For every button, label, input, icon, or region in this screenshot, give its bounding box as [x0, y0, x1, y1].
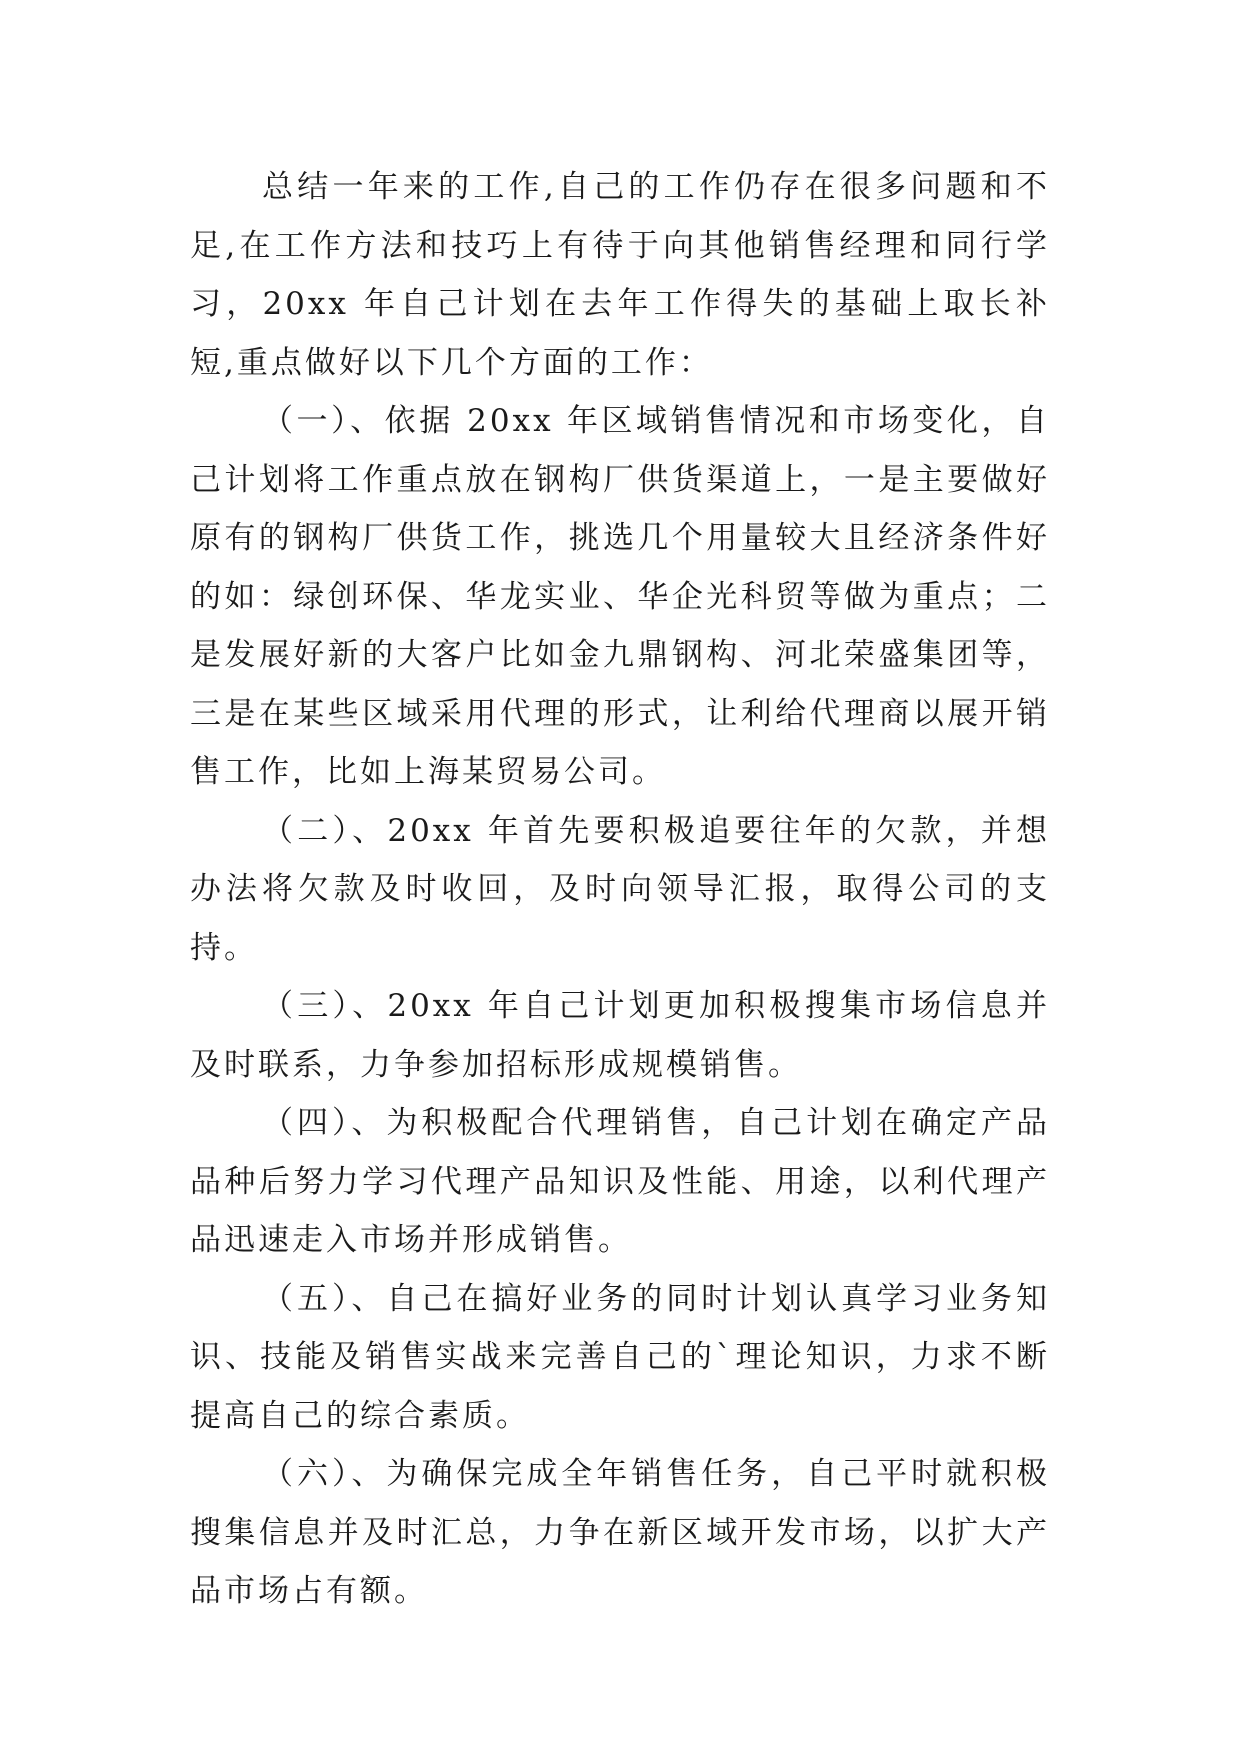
paragraph-item-5: （五）、自己在搞好业务的同时计划认真学习业务知识、技能及销售实战来完善自己的`理论知识，力求不断提高自己的综合素质。	[190, 1280, 1050, 1434]
paragraph-item-4: （四）、为积极配合代理销售，自己计划在确定产品品种后努力学习代理产品知识及性能、用途，以利代理产品迅速走入市场并形成销售。	[190, 1105, 1050, 1258]
document-body	[190, 158, 1050, 1621]
paragraph-item-6: （六）、为确保完成全年销售任务，自己平时就积极搜集信息并及时汇总，力争在新区域开发市场，以扩大产品市场占有额。	[190, 1456, 1050, 1609]
paragraph-item-3: （三）、20xx 年自己计划更加积极搜集市场信息并及时联系，力争参加招标形成规模销售。	[190, 988, 1050, 1083]
paragraph-item-1: （一）、依据 20xx 年区域销售情况和市场变化，自己计划将工作重点放在钢构厂供货渠道上，一是主要做好原有的钢构厂供货工作，挑选几个用量较大且经济条件好的如：绿创环保、华龙实业、华企光科贸等做为重点；二是发展好新的大客户比如金九鼎钢构、河北荣盛集团等，三是在某些区域采用代理的形式，让利给代理商以展开销售工作，比如上海某贸易公司。	[190, 403, 1050, 790]
paragraph-item-2: （二）、20xx 年首先要积极追要往年的欠款，并想办法将欠款及时收回，及时向领导汇报，取得公司的支持。	[190, 812, 1050, 966]
paragraph-summary: 总结一年来的工作,自己的工作仍存在很多问题和不足,在工作方法和技巧上有待于向其他销售经理和同行学习，20xx 年自己计划在去年工作得失的基础上取长补短,重点做好以下几个方面的工作：	[190, 169, 1050, 381]
